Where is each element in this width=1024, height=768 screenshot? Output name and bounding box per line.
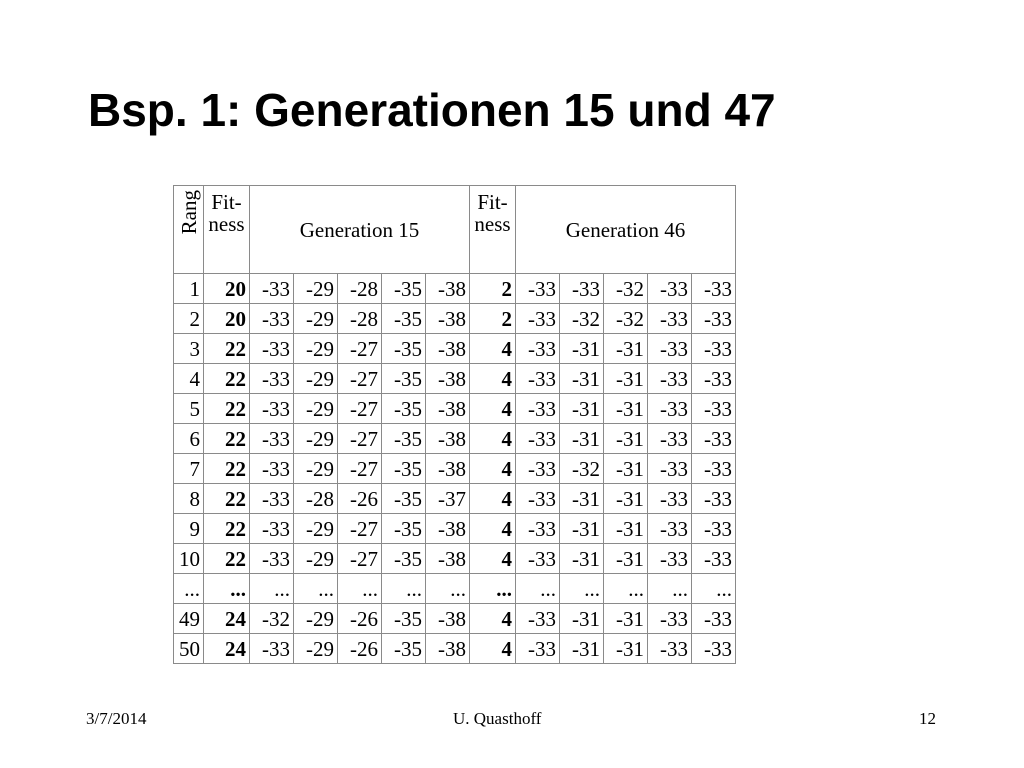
gene-value-cell: -33 [648,274,692,304]
table-row [174,424,736,454]
gene-value-cell: -35 [382,544,426,574]
fitness-cell: 22 [204,364,250,394]
gene-value-cell: ... [294,574,338,604]
table-body [174,274,736,664]
footer-page-number: 12 [919,709,936,728]
fitness-cell: 22 [204,544,250,574]
gene-value-cell: -29 [294,364,338,394]
gene-value-cell: -33 [250,394,294,424]
gene-value-cell: -33 [648,334,692,364]
rang-cell: 2 [174,304,204,334]
gene-value-cell: ... [692,574,736,604]
gene-value-cell: ... [648,574,692,604]
gene-value-cell: -32 [604,304,648,334]
gene-value-cell: -38 [426,304,470,334]
gene-value-cell: -27 [338,394,382,424]
gene-value-cell: -33 [516,424,560,454]
gene-value-cell: -27 [338,364,382,394]
gene-value-cell: -29 [294,334,338,364]
gene-value-cell: -28 [338,274,382,304]
fitness-cell: ... [204,574,250,604]
fitness-cell: 4 [470,364,516,394]
gene-value-cell: -35 [382,274,426,304]
footer-date: 3/7/2014 [86,709,147,728]
gene-value-cell: -33 [516,484,560,514]
gene-value-cell: -35 [382,514,426,544]
rang-cell: 9 [174,514,204,544]
header-fitness-15-line2: ness [208,212,245,236]
gene-value-cell: -31 [604,424,648,454]
gene-value-cell: -35 [382,634,426,664]
fitness-cell: 22 [204,334,250,364]
gene-value-cell: -31 [604,604,648,634]
gene-value-cell: -38 [426,604,470,634]
gene-value-cell: -32 [560,304,604,334]
rang-cell: 1 [174,274,204,304]
gene-value-cell: -26 [338,484,382,514]
gene-value-cell: -31 [560,604,604,634]
gene-value-cell: ... [604,574,648,604]
gene-value-cell: -33 [516,304,560,334]
rang-cell: 5 [174,394,204,424]
gene-value-cell: -33 [648,424,692,454]
gene-value-cell: -29 [294,274,338,304]
fitness-cell: ... [470,574,516,604]
gene-value-cell: -31 [560,484,604,514]
rang-cell: 10 [174,544,204,574]
gene-value-cell: -31 [560,394,604,424]
table-row [174,394,736,424]
fitness-cell: 4 [470,514,516,544]
gene-value-cell: -38 [426,364,470,394]
fitness-cell: 2 [470,274,516,304]
gene-value-cell: -33 [516,454,560,484]
gene-value-cell: -38 [426,334,470,364]
gene-value-cell: -33 [692,604,736,634]
gene-value-cell: -31 [560,364,604,394]
header-generation-46: Generation 46 [516,186,736,274]
gene-value-cell: -31 [604,544,648,574]
gene-value-cell: -31 [604,484,648,514]
rang-cell: 50 [174,634,204,664]
gene-value-cell: -33 [516,634,560,664]
gene-value-cell: -35 [382,454,426,484]
gene-value-cell: -29 [294,304,338,334]
rang-cell: 3 [174,334,204,364]
gene-value-cell: -29 [294,394,338,424]
footer-author: U. Quasthoff [453,709,542,728]
fitness-cell: 22 [204,484,250,514]
fitness-cell: 4 [470,604,516,634]
gene-value-cell: -38 [426,454,470,484]
table-row [174,514,736,544]
header-rang [174,186,204,274]
gene-value-cell: ... [426,574,470,604]
gene-value-cell: -33 [692,544,736,574]
gene-value-cell: -31 [560,634,604,664]
fitness-cell: 4 [470,454,516,484]
gene-value-cell: -33 [250,334,294,364]
gene-value-cell: -33 [250,484,294,514]
gene-value-cell: -33 [648,634,692,664]
gene-value-cell: -35 [382,304,426,334]
gene-value-cell: -33 [516,274,560,304]
gene-value-cell: -31 [560,544,604,574]
gene-value-cell: -27 [338,544,382,574]
gene-value-cell: -33 [516,514,560,544]
fitness-cell: 4 [470,634,516,664]
gene-value-cell: -35 [382,394,426,424]
gene-value-cell: -31 [560,514,604,544]
gene-value-cell: -33 [250,514,294,544]
fitness-cell: 4 [470,424,516,454]
gene-value-cell: ... [250,574,294,604]
gene-value-cell: -33 [692,634,736,664]
gene-value-cell: -33 [516,364,560,394]
gene-value-cell: -35 [382,364,426,394]
gene-value-cell: -29 [294,634,338,664]
fitness-cell: 22 [204,514,250,544]
table-row [174,274,736,304]
fitness-cell: 22 [204,454,250,484]
table-row [174,544,736,574]
gene-value-cell: ... [560,574,604,604]
header-fitness-46-line1: Fit- [477,190,508,214]
gene-value-cell: -38 [426,514,470,544]
rang-cell: 49 [174,604,204,634]
gene-value-cell: -33 [648,304,692,334]
gene-value-cell: -33 [692,424,736,454]
gene-value-cell: -33 [648,604,692,634]
gene-value-cell: -33 [250,634,294,664]
table-row [174,304,736,334]
fitness-cell: 22 [204,394,250,424]
gene-value-cell: -35 [382,604,426,634]
fitness-cell: 2 [470,304,516,334]
gene-value-cell: -33 [250,454,294,484]
gene-value-cell: -33 [648,364,692,394]
gene-value-cell: -33 [250,364,294,394]
gene-value-cell: -35 [382,484,426,514]
gene-value-cell: -33 [516,544,560,574]
fitness-cell: 24 [204,634,250,664]
fitness-cell: 4 [470,394,516,424]
fitness-cell: 22 [204,424,250,454]
fitness-cell: 4 [470,544,516,574]
rang-cell: ... [174,574,204,604]
gene-value-cell: -31 [604,634,648,664]
gene-value-cell: -38 [426,544,470,574]
gene-value-cell: -27 [338,514,382,544]
gene-value-cell: -33 [250,304,294,334]
header-fitness-15-line1: Fit- [211,190,242,214]
gene-value-cell: -31 [560,424,604,454]
gene-value-cell: -32 [604,274,648,304]
slide-title: Bsp. 1: Generationen 15 und 47 [88,84,776,136]
gene-value-cell: -31 [604,334,648,364]
gene-value-cell: -33 [692,364,736,394]
fitness-cell: 4 [470,484,516,514]
gene-value-cell: -33 [250,274,294,304]
table-row [174,334,736,364]
gene-value-cell: ... [382,574,426,604]
table-row [174,604,736,634]
results-table [173,185,736,664]
gene-value-cell: -33 [648,454,692,484]
gene-value-cell: -28 [338,304,382,334]
rang-cell: 7 [174,454,204,484]
gene-value-cell: -38 [426,274,470,304]
gene-value-cell: -35 [382,424,426,454]
gene-value-cell: -29 [294,424,338,454]
gene-value-cell: -33 [648,514,692,544]
gene-value-cell: -33 [648,394,692,424]
gene-value-cell: -33 [692,514,736,544]
gene-value-cell: -31 [604,394,648,424]
gene-value-cell: -32 [560,454,604,484]
gene-value-cell: -38 [426,394,470,424]
table-row [174,634,736,664]
table-row [174,364,736,394]
gene-value-cell: -28 [294,484,338,514]
gene-value-cell: -31 [604,454,648,484]
gene-value-cell: -33 [692,484,736,514]
table-row [174,484,736,514]
gene-value-cell: -38 [426,634,470,664]
gene-value-cell: -33 [250,544,294,574]
fitness-cell: 24 [204,604,250,634]
table-row [174,454,736,484]
gene-value-cell: -31 [604,514,648,544]
table-header-row [174,186,736,274]
header-generation-15: Generation 15 [250,186,470,274]
header-rang-label: Rang [176,190,201,235]
gene-value-cell: -29 [294,544,338,574]
gene-value-cell: -33 [250,424,294,454]
header-fitness-15 [204,186,250,274]
gene-value-cell: -33 [692,304,736,334]
gene-value-cell: -27 [338,334,382,364]
gene-value-cell: -32 [250,604,294,634]
rang-cell: 4 [174,364,204,394]
gene-value-cell: -29 [294,604,338,634]
gene-value-cell: -29 [294,454,338,484]
gene-value-cell: -29 [294,514,338,544]
fitness-cell: 20 [204,274,250,304]
gene-value-cell: -26 [338,604,382,634]
gene-value-cell: -33 [692,274,736,304]
gene-value-cell: -33 [692,454,736,484]
gene-value-cell: -33 [560,274,604,304]
fitness-cell: 4 [470,334,516,364]
gene-value-cell: -33 [516,334,560,364]
rang-cell: 6 [174,424,204,454]
gene-value-cell: -31 [604,364,648,394]
gene-value-cell: -27 [338,424,382,454]
gene-value-cell: -33 [692,394,736,424]
gene-value-cell: -27 [338,454,382,484]
gene-value-cell: -38 [426,424,470,454]
gene-value-cell: -35 [382,334,426,364]
header-fitness-46 [470,186,516,274]
gene-value-cell: -26 [338,634,382,664]
gene-value-cell: -33 [648,544,692,574]
header-fitness-46-line2: ness [474,212,511,236]
gene-value-cell: -33 [648,484,692,514]
gene-value-cell: -37 [426,484,470,514]
gene-value-cell: ... [338,574,382,604]
fitness-cell: 20 [204,304,250,334]
table-row [174,574,736,604]
gene-value-cell: ... [516,574,560,604]
gene-value-cell: -33 [516,604,560,634]
gene-value-cell: -33 [516,394,560,424]
gene-value-cell: -33 [692,334,736,364]
gene-value-cell: -31 [560,334,604,364]
rang-cell: 8 [174,484,204,514]
